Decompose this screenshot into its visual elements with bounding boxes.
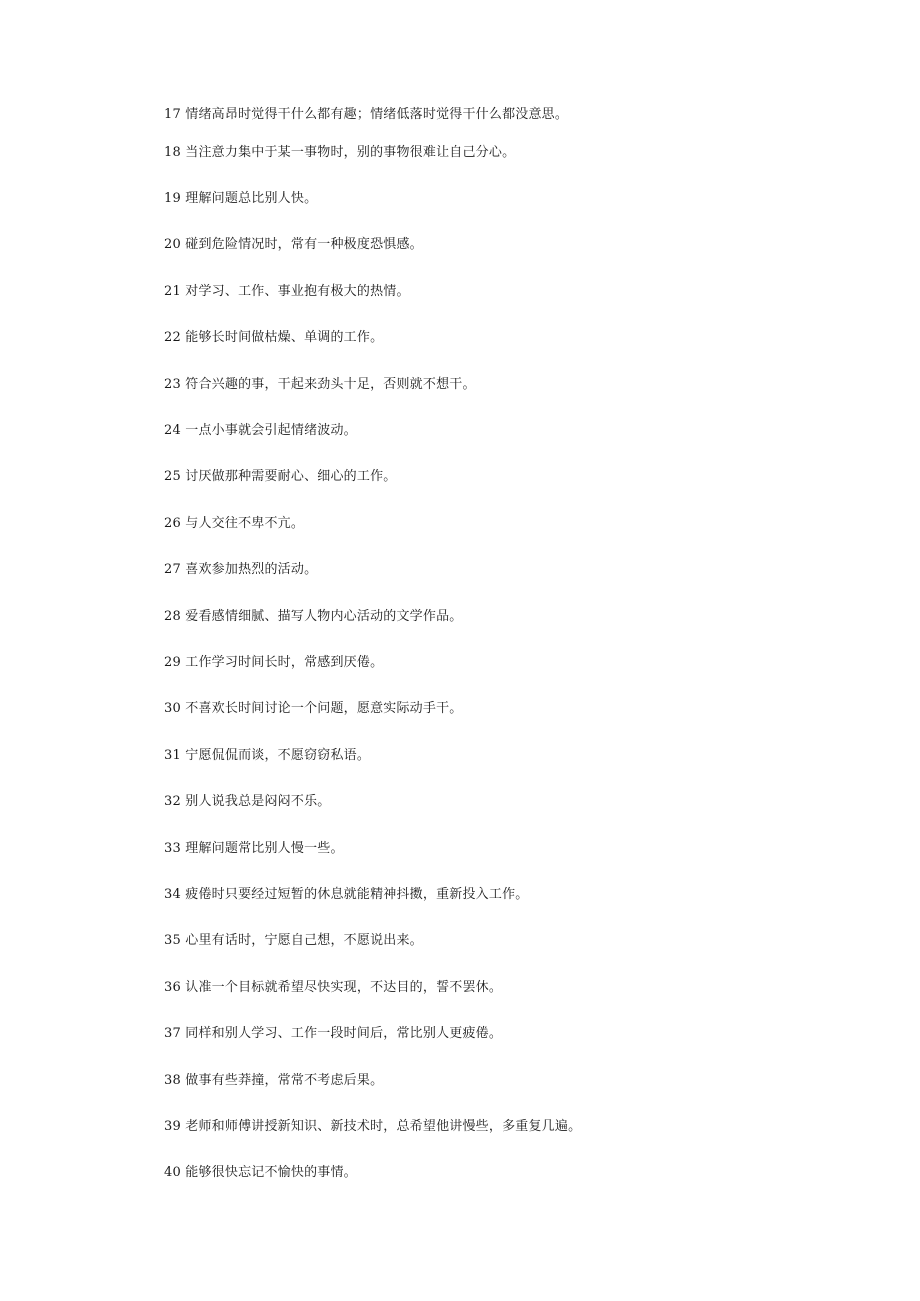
questionnaire-item-20: 20 碰到危险情况时，常有一种极度恐惧感。 [164, 237, 423, 252]
questionnaire-item-22: 22 能够长时间做枯燥、单调的工作。 [164, 330, 384, 345]
questionnaire-item-24: 24 一点小事就会引起情绪波动。 [164, 423, 357, 438]
questionnaire-item-26: 26 与人交往不卑不亢。 [164, 516, 305, 531]
questionnaire-item-34: 34 疲倦时只要经过短暂的休息就能精神抖擞，重新投入工作。 [164, 887, 529, 902]
questionnaire-item-17: 17 情绪高昂时觉得干什么都有趣；情绪低落时觉得干什么都没意思。 [164, 107, 569, 122]
questionnaire-item-40: 40 能够很快忘记不愉快的事情。 [164, 1165, 357, 1180]
questionnaire-item-18: 18 当注意力集中于某一事物时，别的事物很难让自己分心。 [164, 145, 516, 160]
questionnaire-item-33: 33 理解问题常比别人慢一些。 [164, 841, 344, 856]
questionnaire-item-25: 25 讨厌做那种需要耐心、细心的工作。 [164, 469, 397, 484]
questionnaire-item-23: 23 符合兴趣的事，干起来劲头十足，否则就不想干。 [164, 377, 476, 392]
questionnaire-item-38: 38 做事有些莽撞，常常不考虑后果。 [164, 1073, 384, 1088]
questionnaire-item-30: 30 不喜欢长时间讨论一个问题，愿意实际动手干。 [164, 701, 463, 716]
questionnaire-item-32: 32 别人说我总是闷闷不乐。 [164, 794, 331, 809]
questionnaire-item-28: 28 爱看感情细腻、描写人物内心活动的文学作品。 [164, 609, 463, 624]
questionnaire-item-39: 39 老师和师傅讲授新知识、新技术时，总希望他讲慢些，多重复几遍。 [164, 1119, 582, 1134]
questionnaire-item-29: 29 工作学习时间长时，常感到厌倦。 [164, 655, 384, 670]
questionnaire-item-31: 31 宁愿侃侃而谈，不愿窃窃私语。 [164, 748, 371, 763]
questionnaire-item-37: 37 同样和别人学习、工作一段时间后，常比别人更疲倦。 [164, 1026, 503, 1041]
questionnaire-item-27: 27 喜欢参加热烈的活动。 [164, 562, 318, 577]
questionnaire-item-19: 19 理解问题总比别人快。 [164, 191, 318, 206]
questionnaire-item-21: 21 对学习、工作、事业抱有极大的热情。 [164, 284, 410, 299]
questionnaire-item-35: 35 心里有话时，宁愿自己想，不愿说出来。 [164, 933, 423, 948]
questionnaire-item-36: 36 认准一个目标就希望尽快实现，不达目的，誓不罢休。 [164, 980, 503, 995]
